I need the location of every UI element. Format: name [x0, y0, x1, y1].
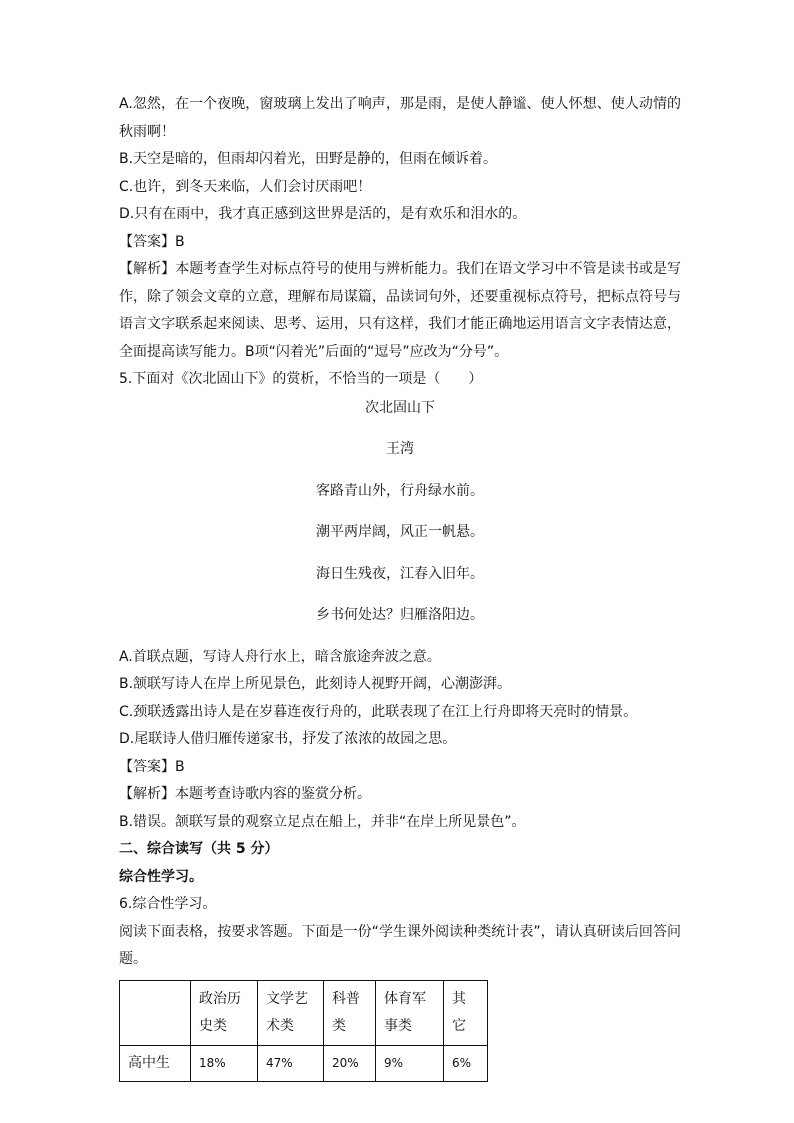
poem-line: 乡书何处达？归雁洛阳边。 [316, 607, 484, 623]
poem-author: 王湾 [386, 441, 414, 457]
table-header-cell [120, 980, 191, 1045]
table-header-row [120, 980, 488, 1045]
table-header-cell: 文学艺术类 [258, 980, 324, 1045]
q5-option-b: B.颔联写诗人在岸上所见景色，此刻诗人视野开阔，心潮澎湃。 [119, 676, 512, 692]
section-heading: 二、综合读写（共 5 分） [119, 841, 279, 857]
poem-line: 潮平两岸阔，风正一帆悬。 [316, 524, 484, 540]
table-header-cell: 政治历史类 [191, 980, 258, 1045]
q5-option-d: D.尾联诗人借归雁传递家书，抒发了浓浓的故园之思。 [119, 731, 457, 747]
table-cell: 6% [444, 1045, 488, 1081]
q5-stem: 5.下面对《次北固山下》的赏析，不恰当的一项是（ ） [119, 371, 483, 387]
table-row [120, 1045, 488, 1081]
q4-option-d: D.只有在雨中，我才真正感到这世界是活的，是有欢乐和泪水的。 [119, 206, 527, 222]
q4-analysis: 【解析】本题考查学生对标点符号的使用与辨析能力。我们在语文学习中不管是读书或是写作，除了领会文章的立意，理解布局谋篇，品读词句外，还要重视标点符号，把标点符号与语言文字联系起来阅读、思考、运用，只有这样，我们才能正确地运用语言文字表情达意，全面提高读写能力。B项“闪着光”后面的“逗号”应改为“分号”。 [119, 261, 681, 360]
poem-line: 海日生残夜，江春入旧年。 [316, 565, 484, 582]
reading-stats-table [119, 980, 488, 1082]
table-cell: 20% [324, 1045, 376, 1081]
table-row-label: 高中生 [120, 1045, 191, 1081]
q5-note: B.错误。颔联写景的观察立足点在船上，并非“在岸上所见景色”。 [119, 813, 526, 830]
q5-answer: 【答案】B [119, 758, 185, 775]
table-cell: 18% [191, 1045, 258, 1081]
table-header-cell: 体育军事类 [376, 980, 444, 1045]
q6-stem: 6.综合性学习。 [119, 896, 217, 912]
table-cell: 9% [376, 1045, 444, 1081]
q4-option-c: C.也许，到冬天来临，人们会讨厌雨吧！ [119, 178, 372, 195]
section-subheading: 综合性学习。 [119, 868, 203, 885]
table-header-cell: 科普类 [324, 980, 376, 1045]
table-cell: 47% [258, 1045, 324, 1081]
q5-option-a: A.首联点题，写诗人舟行水上，暗含旅途奔波之意。 [119, 648, 441, 665]
q4-option-a: A.忽然，在一个夜晚，窗玻璃上发出了响声，那是雨，是使人静谧、使人怀想、使人动情的秋雨啊！ [119, 96, 681, 140]
q4-option-b: B.天空是暗的，但雨却闪着光，田野是静的，但雨在倾诉着。 [119, 151, 498, 167]
page-content [119, 91, 681, 1082]
poem-line: 客路青山外，行舟绿水前。 [316, 482, 484, 499]
poem-title: 次北固山下 [365, 399, 435, 416]
q5-option-c: C.颈联透露出诗人是在岁暮连夜行舟的，此联表现了在江上行舟即将天亮时的情景。 [119, 703, 638, 720]
q4-answer: 【答案】B [119, 233, 185, 250]
table-header-cell: 其它 [444, 980, 488, 1045]
q5-analysis: 【解析】本题考查诗歌内容的鉴赏分析。 [119, 786, 371, 802]
q6-intro: 阅读下面表格，按要求答题。下面是一份“学生课外阅读种类统计表”，请认真研读后回答问题。 [119, 923, 681, 967]
